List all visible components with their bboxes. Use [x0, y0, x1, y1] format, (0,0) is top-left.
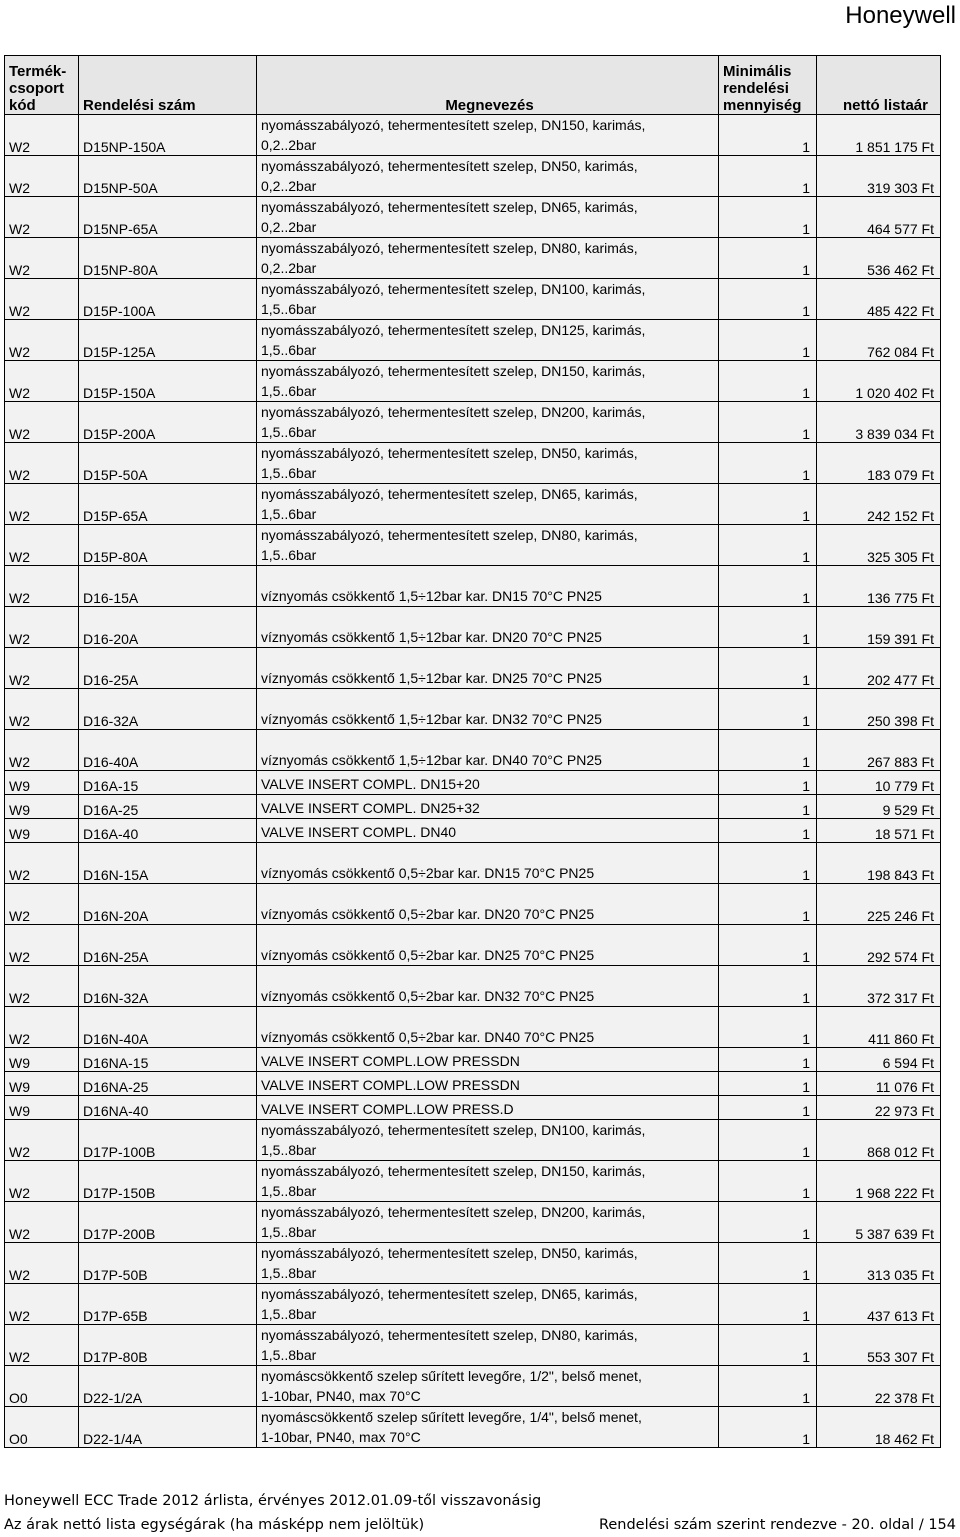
- cell-description: nyomásszabályozó, tehermentesített szelep, DN80, karimás, 1,5..8bar: [257, 1325, 719, 1366]
- cell-description: nyomásszabályozó, tehermentesített szelep, DN200, karimás, 1,5..8bar: [257, 1202, 719, 1243]
- footer-net-price-note: Az árak nettó lista egységárak (ha másképp nem jelöltük): [4, 1517, 425, 1533]
- cell-group-code: W2: [5, 689, 79, 730]
- table-row: [5, 1202, 941, 1243]
- cell-net-price: 1 851 175 Ft: [817, 115, 941, 156]
- cell-net-price: 5 387 639 Ft: [817, 1202, 941, 1243]
- cell-net-price: 485 422 Ft: [817, 279, 941, 320]
- cell-group-code: W2: [5, 648, 79, 689]
- cell-description: nyomásszabályozó, tehermentesített szelep, DN150, karimás, 1,5..6bar: [257, 361, 719, 402]
- table-row: [5, 361, 941, 402]
- cell-description: víznyomás csökkentő 0,5÷2bar kar. DN40 70°C PN25: [257, 1007, 719, 1048]
- cell-description: víznyomás csökkentő 0,5÷2bar kar. DN25 70°C PN25: [257, 925, 719, 966]
- cell-description: víznyomás csökkentő 0,5÷2bar kar. DN15 70°C PN25: [257, 843, 719, 884]
- page-footer: [4, 1489, 956, 1537]
- table-header-row: [5, 56, 941, 115]
- cell-group-code: W2: [5, 1284, 79, 1325]
- table-row: [5, 884, 941, 925]
- cell-description: nyomásszabályozó, tehermentesített szelep, DN100, karimás, 1,5..8bar: [257, 1120, 719, 1161]
- cell-group-code: W2: [5, 484, 79, 525]
- cell-description: nyomásszabályozó, tehermentesített szelep, DN150, karimás, 1,5..8bar: [257, 1161, 719, 1202]
- cell-order-number: D16-25A: [79, 648, 257, 689]
- cell-order-number: D15P-80A: [79, 525, 257, 566]
- cell-order-number: D22-1/4A: [79, 1407, 257, 1448]
- cell-min-quantity: 1: [719, 771, 817, 795]
- table-row: [5, 197, 941, 238]
- cell-min-quantity: 1: [719, 1407, 817, 1448]
- cell-order-number: D17P-100B: [79, 1120, 257, 1161]
- brand-logo-text: Honeywell: [845, 2, 956, 29]
- cell-min-quantity: 1: [719, 320, 817, 361]
- cell-min-quantity: 1: [719, 1243, 817, 1284]
- cell-net-price: 159 391 Ft: [817, 607, 941, 648]
- cell-description: víznyomás csökkentő 0,5÷2bar kar. DN32 70°C PN25: [257, 966, 719, 1007]
- cell-description: víznyomás csökkentő 0,5÷2bar kar. DN20 70°C PN25: [257, 884, 719, 925]
- cell-order-number: D16A-25: [79, 795, 257, 819]
- table-row: [5, 115, 941, 156]
- cell-net-price: 10 779 Ft: [817, 771, 941, 795]
- cell-order-number: D17P-80B: [79, 1325, 257, 1366]
- cell-description: VALVE INSERT COMPL. DN25+32: [257, 795, 719, 819]
- cell-min-quantity: 1: [719, 1096, 817, 1120]
- cell-order-number: D15NP-150A: [79, 115, 257, 156]
- table-row: [5, 607, 941, 648]
- cell-min-quantity: 1: [719, 197, 817, 238]
- cell-min-quantity: 1: [719, 1284, 817, 1325]
- cell-group-code: W2: [5, 402, 79, 443]
- cell-min-quantity: 1: [719, 607, 817, 648]
- cell-description: víznyomás csökkentő 1,5÷12bar kar. DN25 70°C PN25: [257, 648, 719, 689]
- cell-net-price: 411 860 Ft: [817, 1007, 941, 1048]
- table-row: [5, 1072, 941, 1096]
- table-row: [5, 1407, 941, 1448]
- header-order-number: Rendelési szám: [79, 56, 257, 115]
- cell-min-quantity: 1: [719, 525, 817, 566]
- cell-group-code: W2: [5, 1161, 79, 1202]
- cell-order-number: D16NA-25: [79, 1072, 257, 1096]
- cell-group-code: W2: [5, 279, 79, 320]
- cell-net-price: 267 883 Ft: [817, 730, 941, 771]
- cell-group-code: W2: [5, 1007, 79, 1048]
- cell-order-number: D17P-50B: [79, 1243, 257, 1284]
- table-row: [5, 484, 941, 525]
- cell-order-number: D15NP-65A: [79, 197, 257, 238]
- cell-group-code: O0: [5, 1407, 79, 1448]
- cell-order-number: D17P-200B: [79, 1202, 257, 1243]
- cell-net-price: 183 079 Ft: [817, 443, 941, 484]
- cell-description: nyomásszabályozó, tehermentesített szelep, DN65, karimás, 0,2..2bar: [257, 197, 719, 238]
- cell-min-quantity: 1: [719, 795, 817, 819]
- cell-net-price: 319 303 Ft: [817, 156, 941, 197]
- cell-min-quantity: 1: [719, 115, 817, 156]
- table-row: [5, 1161, 941, 1202]
- cell-description: víznyomás csökkentő 1,5÷12bar kar. DN40 70°C PN25: [257, 730, 719, 771]
- cell-group-code: W9: [5, 771, 79, 795]
- table-row: [5, 1096, 941, 1120]
- cell-description: VALVE INSERT COMPL.LOW PRESSDN: [257, 1048, 719, 1072]
- cell-min-quantity: 1: [719, 648, 817, 689]
- cell-group-code: W2: [5, 1120, 79, 1161]
- cell-description: nyomásszabályozó, tehermentesített szelep, DN200, karimás, 1,5..6bar: [257, 402, 719, 443]
- cell-net-price: 22 973 Ft: [817, 1096, 941, 1120]
- table-row: [5, 689, 941, 730]
- cell-group-code: W2: [5, 525, 79, 566]
- cell-order-number: D16N-25A: [79, 925, 257, 966]
- footer-page-info: Rendelési szám szerint rendezve - 20. oldal / 154: [598, 1517, 956, 1533]
- table-row: [5, 925, 941, 966]
- table-row: [5, 1007, 941, 1048]
- cell-order-number: D16A-40: [79, 819, 257, 843]
- cell-group-code: W2: [5, 1243, 79, 1284]
- cell-min-quantity: 1: [719, 402, 817, 443]
- cell-net-price: 9 529 Ft: [817, 795, 941, 819]
- cell-group-code: W9: [5, 819, 79, 843]
- cell-min-quantity: 1: [719, 1161, 817, 1202]
- cell-order-number: D15P-65A: [79, 484, 257, 525]
- cell-net-price: 198 843 Ft: [817, 843, 941, 884]
- cell-order-number: D16NA-40: [79, 1096, 257, 1120]
- cell-net-price: 464 577 Ft: [817, 197, 941, 238]
- cell-group-code: W2: [5, 320, 79, 361]
- cell-net-price: 136 775 Ft: [817, 566, 941, 607]
- cell-order-number: D15P-100A: [79, 279, 257, 320]
- cell-min-quantity: 1: [719, 1202, 817, 1243]
- table-row: [5, 795, 941, 819]
- cell-net-price: 6 594 Ft: [817, 1048, 941, 1072]
- cell-group-code: W2: [5, 884, 79, 925]
- cell-net-price: 11 076 Ft: [817, 1072, 941, 1096]
- cell-order-number: D22-1/2A: [79, 1366, 257, 1407]
- table-row: [5, 1048, 941, 1072]
- cell-group-code: W2: [5, 607, 79, 648]
- cell-net-price: 22 378 Ft: [817, 1366, 941, 1407]
- cell-net-price: 437 613 Ft: [817, 1284, 941, 1325]
- table-row: [5, 966, 941, 1007]
- header-group-code: Termék- csoport kód: [5, 56, 79, 115]
- cell-order-number: D15P-125A: [79, 320, 257, 361]
- table-row: [5, 1284, 941, 1325]
- table-row: [5, 320, 941, 361]
- cell-group-code: W2: [5, 197, 79, 238]
- cell-order-number: D16N-20A: [79, 884, 257, 925]
- cell-net-price: 292 574 Ft: [817, 925, 941, 966]
- table-row: [5, 771, 941, 795]
- table-row: [5, 1243, 941, 1284]
- cell-description: nyomásszabályozó, tehermentesített szelep, DN125, karimás, 1,5..6bar: [257, 320, 719, 361]
- cell-group-code: W9: [5, 1048, 79, 1072]
- cell-description: nyomásszabályozó, tehermentesített szelep, DN65, karimás, 1,5..6bar: [257, 484, 719, 525]
- header-description: Megnevezés: [257, 56, 719, 115]
- cell-min-quantity: 1: [719, 925, 817, 966]
- cell-net-price: 225 246 Ft: [817, 884, 941, 925]
- cell-min-quantity: 1: [719, 730, 817, 771]
- cell-order-number: D16-20A: [79, 607, 257, 648]
- cell-group-code: W9: [5, 795, 79, 819]
- cell-description: nyomásszabályozó, tehermentesített szelep, DN50, karimás, 0,2..2bar: [257, 156, 719, 197]
- cell-description: nyomásszabályozó, tehermentesített szelep, DN50, karimás, 1,5..6bar: [257, 443, 719, 484]
- cell-order-number: D15P-200A: [79, 402, 257, 443]
- cell-net-price: 868 012 Ft: [817, 1120, 941, 1161]
- cell-min-quantity: 1: [719, 1366, 817, 1407]
- table-row: [5, 156, 941, 197]
- cell-min-quantity: 1: [719, 966, 817, 1007]
- cell-order-number: D16-15A: [79, 566, 257, 607]
- table-row: [5, 566, 941, 607]
- cell-min-quantity: 1: [719, 566, 817, 607]
- cell-group-code: W2: [5, 115, 79, 156]
- cell-net-price: 1 968 222 Ft: [817, 1161, 941, 1202]
- cell-description: víznyomás csökkentő 1,5÷12bar kar. DN32 70°C PN25: [257, 689, 719, 730]
- cell-min-quantity: 1: [719, 1007, 817, 1048]
- cell-order-number: D16NA-15: [79, 1048, 257, 1072]
- table-row: [5, 648, 941, 689]
- cell-min-quantity: 1: [719, 1120, 817, 1161]
- cell-min-quantity: 1: [719, 443, 817, 484]
- cell-group-code: W2: [5, 1202, 79, 1243]
- cell-order-number: D15P-50A: [79, 443, 257, 484]
- cell-min-quantity: 1: [719, 1072, 817, 1096]
- cell-net-price: 372 317 Ft: [817, 966, 941, 1007]
- cell-group-code: W2: [5, 443, 79, 484]
- cell-net-price: 250 398 Ft: [817, 689, 941, 730]
- cell-group-code: W2: [5, 156, 79, 197]
- cell-net-price: 536 462 Ft: [817, 238, 941, 279]
- cell-description: VALVE INSERT COMPL. DN40: [257, 819, 719, 843]
- table-row: [5, 1325, 941, 1366]
- cell-net-price: 553 307 Ft: [817, 1325, 941, 1366]
- cell-description: nyomásszabályozó, tehermentesített szelep, DN65, karimás, 1,5..8bar: [257, 1284, 719, 1325]
- table-row: [5, 1120, 941, 1161]
- cell-net-price: 313 035 Ft: [817, 1243, 941, 1284]
- cell-description: nyomásszabályozó, tehermentesített szelep, DN150, karimás, 0,2..2bar: [257, 115, 719, 156]
- table-row: [5, 402, 941, 443]
- cell-description: nyomásszabályozó, tehermentesített szelep, DN80, karimás, 1,5..6bar: [257, 525, 719, 566]
- cell-group-code: W2: [5, 966, 79, 1007]
- cell-min-quantity: 1: [719, 819, 817, 843]
- cell-order-number: D16N-15A: [79, 843, 257, 884]
- cell-description: víznyomás csökkentő 1,5÷12bar kar. DN15 70°C PN25: [257, 566, 719, 607]
- cell-min-quantity: 1: [719, 689, 817, 730]
- cell-min-quantity: 1: [719, 484, 817, 525]
- cell-net-price: 762 084 Ft: [817, 320, 941, 361]
- cell-order-number: D17P-65B: [79, 1284, 257, 1325]
- cell-description: nyomásszabályozó, tehermentesített szelep, DN50, karimás, 1,5..8bar: [257, 1243, 719, 1284]
- cell-net-price: 202 477 Ft: [817, 648, 941, 689]
- cell-min-quantity: 1: [719, 884, 817, 925]
- cell-group-code: O0: [5, 1366, 79, 1407]
- header-net-price: nettó listaár: [817, 56, 941, 115]
- price-table: [4, 55, 941, 1448]
- table-row: [5, 730, 941, 771]
- header-min-quantity: Minimális rendelési mennyiség: [719, 56, 817, 115]
- cell-group-code: W2: [5, 1325, 79, 1366]
- cell-group-code: W2: [5, 566, 79, 607]
- cell-net-price: 3 839 034 Ft: [817, 402, 941, 443]
- cell-min-quantity: 1: [719, 361, 817, 402]
- cell-min-quantity: 1: [719, 279, 817, 320]
- cell-description: nyomásszabályozó, tehermentesített szelep, DN80, karimás, 0,2..2bar: [257, 238, 719, 279]
- cell-order-number: D16-40A: [79, 730, 257, 771]
- table-row: [5, 443, 941, 484]
- table-row: [5, 819, 941, 843]
- table-row: [5, 1366, 941, 1407]
- cell-group-code: W2: [5, 925, 79, 966]
- cell-description: VALVE INSERT COMPL. DN15+20: [257, 771, 719, 795]
- table-row: [5, 525, 941, 566]
- cell-group-code: W2: [5, 238, 79, 279]
- cell-order-number: D16N-40A: [79, 1007, 257, 1048]
- cell-description: nyomáscsökkentő szelep sűrített levegőre, 1/2", belső menet, 1-10bar, PN40, max 70°C: [257, 1366, 719, 1407]
- cell-net-price: 18 462 Ft: [817, 1407, 941, 1448]
- cell-group-code: W2: [5, 361, 79, 402]
- cell-order-number: D15NP-50A: [79, 156, 257, 197]
- cell-min-quantity: 1: [719, 843, 817, 884]
- cell-order-number: D16N-32A: [79, 966, 257, 1007]
- cell-net-price: 325 305 Ft: [817, 525, 941, 566]
- cell-group-code: W9: [5, 1072, 79, 1096]
- table-row: [5, 843, 941, 884]
- cell-order-number: D15P-150A: [79, 361, 257, 402]
- cell-group-code: W2: [5, 843, 79, 884]
- table-row: [5, 279, 941, 320]
- cell-order-number: D16-32A: [79, 689, 257, 730]
- cell-description: víznyomás csökkentő 1,5÷12bar kar. DN20 70°C PN25: [257, 607, 719, 648]
- cell-description: nyomáscsökkentő szelep sűrített levegőre, 1/4", belső menet, 1-10bar, PN40, max 70°C: [257, 1407, 719, 1448]
- cell-net-price: 1 020 402 Ft: [817, 361, 941, 402]
- cell-order-number: D17P-150B: [79, 1161, 257, 1202]
- cell-min-quantity: 1: [719, 238, 817, 279]
- cell-description: VALVE INSERT COMPL.LOW PRESS.D: [257, 1096, 719, 1120]
- cell-description: nyomásszabályozó, tehermentesített szelep, DN100, karimás, 1,5..6bar: [257, 279, 719, 320]
- cell-min-quantity: 1: [719, 1048, 817, 1072]
- cell-min-quantity: 1: [719, 156, 817, 197]
- cell-min-quantity: 1: [719, 1325, 817, 1366]
- cell-group-code: W2: [5, 730, 79, 771]
- cell-order-number: D16A-15: [79, 771, 257, 795]
- cell-group-code: W9: [5, 1096, 79, 1120]
- footer-pricelist-note: Honeywell ECC Trade 2012 árlista, érvényes 2012.01.09-től visszavonásig: [4, 1493, 542, 1509]
- cell-net-price: 18 571 Ft: [817, 819, 941, 843]
- cell-order-number: D15NP-80A: [79, 238, 257, 279]
- cell-net-price: 242 152 Ft: [817, 484, 941, 525]
- table-row: [5, 238, 941, 279]
- cell-description: VALVE INSERT COMPL.LOW PRESSDN: [257, 1072, 719, 1096]
